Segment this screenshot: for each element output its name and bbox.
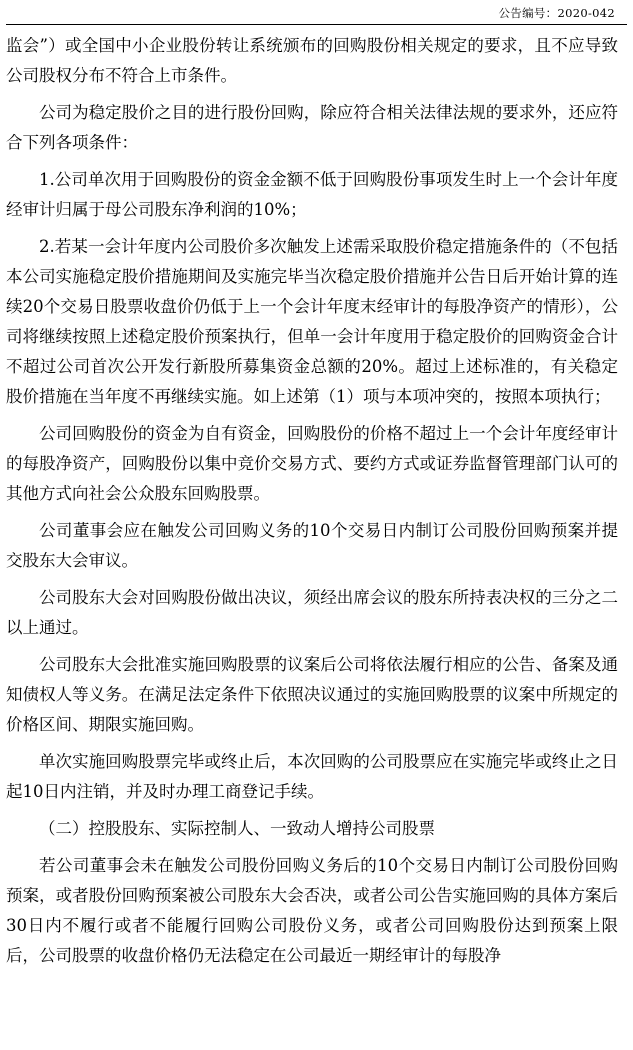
paragraph-conditions-intro: 公司为稳定股价之目的进行股份回购，除应符合相关法律法规的要求外，还应符合下列各项条件： [6, 103, 618, 152]
paragraph-condition-1: 1.公司单次用于回购股份的资金金额不低于回购股份事项发生时上一个会计年度经审计归属于母公司股东净利润的10%； [6, 170, 618, 219]
paragraph-cancellation: 单次实施回购股票完毕或终止后，本次回购的公司股票应在实施完毕或终止之日起10日内注销，并及时办理工商登记手续。 [6, 752, 618, 801]
document-body [6, 31, 618, 978]
paragraph-board-plan: 公司董事会应在触发公司回购义务的10个交易日内制订公司股份回购预案并提交股东大会审议。 [6, 521, 618, 570]
paragraph-condition-2: 2.若某一会计年度内公司股价多次触发上述需采取股价稳定措施条件的（不包括本公司实施稳定股价措施期间及实施完毕当次稳定股价措施并公告日后开始计算的连续20个交易日股票收盘价仍低于上一个会计年度末经审计的每股净资产的情形），公司将继续按照上述稳定股价预案执行，但单一会计年度用于稳定股价的回购资金合计不超过公司首次公开发行新股所募集资金总额的20%。超过上述标准的，有关稳定股价措施在当年度不再继续实施。如上述第（1）项与本项冲突的，按照本项执行； [6, 237, 618, 406]
section-heading-controlling-shareholder: （二）控股股东、实际控制人、一致动人增持公司股票 [39, 819, 435, 838]
paragraph-funding-source: 公司回购股份的资金为自有资金，回购股份的价格不超过上一个会计年度经审计的每股净资产，回购股份以集中竞价交易方式、要约方式或证券监督管理部门认可的其他方式向社会公众股东回购股票。 [6, 424, 618, 503]
paragraph-continuation: 监会”）或全国中小企业股份转让系统颁布的回购股份相关规定的要求，且不应导致公司股权分布不符合上市条件。 [6, 36, 618, 85]
paragraph-controlling-shareholder-trigger: 若公司董事会未在触发公司股份回购义务后的10个交易日内制订公司股份回购预案，或者股份回购预案被公司股东大会否决，或者公司公告实施回购的具体方案后30日内不履行或者不能履行回购公司股份义务，或者公司回购股份达到预案上限后，公司股票的收盘价格仍无法稳定在公司最近一期经审计的每股净 [6, 856, 618, 965]
header-divider [6, 24, 627, 25]
notice-number: 公告编号：2020-042 [498, 6, 615, 20]
paragraph-shareholder-resolution: 公司股东大会对回购股份做出决议，须经出席会议的股东所持表决权的三分之二以上通过。 [6, 588, 618, 637]
paragraph-implementation: 公司股东大会批准实施回购股票的议案后公司将依法履行相应的公告、备案及通知债权人等义务。在满足法定条件下依照决议通过的实施回购股票的议案中所规定的价格区间、期限实施回购。 [6, 655, 618, 734]
